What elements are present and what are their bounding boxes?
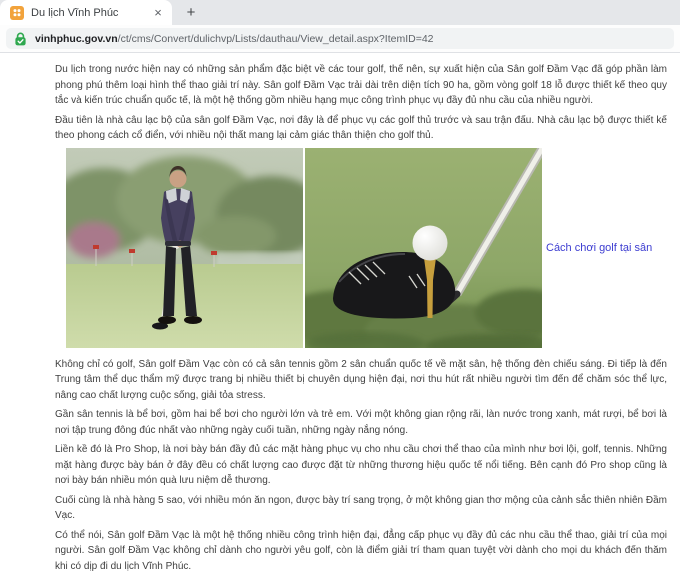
url-address-bar[interactable] — [6, 28, 674, 49]
paragraph-restaurant: Cuối cùng là nhà hàng 5 sao, với nhiều món ăn ngon, được bày trí sang trọng, ở một không gian thơ mộng của cảnh sắc thiên nhiên Đầm Vạc. — [55, 494, 667, 521]
paragraph-intro: Du lịch trong nước hiện nay có những sản phẩm đặc biệt về các tour golf, thế nên, sự xuất hiện của Sân golf Đầm Vạc đã góp phần làm phong phú thêm loại hình thể thao giải trí này. Sân golf Đầm Vạc trải dài trên diện tích 90 ha, gồm vòng golf 18 lỗ được thiết kế theo quy tắc và kiến trúc chuẩn quốc tế, là một hệ thống gồm nhiều hạng mục công trình phục vụ đầy đủ nhu cầu của nhiều người. — [55, 64, 667, 106]
golfer-photo — [66, 148, 303, 348]
paragraph-proshop: Liền kề đó là Pro Shop, là nơi bày bán đầy đủ các mặt hàng phục vụ cho nhu cầu chơi thể thao của mình như bơi lội, golf, tennis. Những mặt hàng được bày bán ở đây đều có chất lượng cao được đặt từ những thương hiệu quốc tế nổi tiếng. Bên cạnh đó Pro shop cũng là nơi bày bán nhiều món quà lưu niệm dễ thương. — [55, 444, 667, 486]
tab-strip — [0, 0, 680, 25]
driver-and-ball-photo — [305, 148, 542, 348]
how-to-play-golf-link[interactable]: Cách chơi golf tại sân — [546, 241, 653, 254]
new-tab-button[interactable]: + — [186, 4, 196, 21]
url-domain: vinhphuc.gov.vn — [35, 32, 118, 45]
browser-tab[interactable] — [0, 0, 172, 25]
article-body — [0, 53, 680, 574]
paragraph-tennis-gym: Không chỉ có golf, Sân golf Đầm Vạc còn có cả sân tennis gồm 2 sân chuẩn quốc tế về mặt sân, hệ thống đèn chiếu sáng. Đi tiếp là đến Trung tâm thể dục thẩm mỹ được trang bị nhiều thiết bị chuyên dụng hiện đại, nơi thu hút rất nhiều người tìm đến để chăm sóc thể lực, nâng cao chất lượng cuộc sống, giải tỏa stress. — [55, 358, 667, 401]
tab-close-icon[interactable]: × — [154, 4, 162, 20]
url-text — [35, 33, 434, 45]
url-path: /ct/cms/Convert/dulichvp/Lists/dauthau/View_detail.aspx?ItemID=42 — [117, 32, 434, 45]
secure-lock-icon — [14, 32, 27, 46]
article-images-row — [66, 148, 667, 348]
paragraph-pool: Gần sân tennis là bể bơi, gồm hai bể bơi cho người lớn và trẻ em. Với một không gian rộng rãi, làn nước trong xanh, mát rượi, bể bơi là nơi tập trung đông đúc nhất vào những ngày cuối tuần, những ngày nắng nóng. — [55, 409, 667, 436]
browser-toolbar — [0, 25, 680, 53]
site-favicon-icon — [10, 6, 24, 20]
paragraph-conclusion: Có thể nói, Sân golf Đầm Vạc là một hệ thống nhiều công trình hiện đại, đẳng cấp phục vụ đầy đủ các nhu cầu thể thao, giải trí của mọi người. Sân golf Đầm Vạc không chỉ dành cho người yêu golf, còn là điểm giải trí tham quan tuyệt vời dành cho mọi du khách đến thăm khi có dịp đi du lịch Vĩnh Phúc. — [55, 529, 667, 572]
paragraph-clubhouse: Đầu tiên là nhà câu lạc bộ của sân golf Đầm Vạc, nơi đây là để phục vụ các golf thủ trước và sau trận đấu. Nhà câu lạc bộ được thiết kế theo phong cách cổ điển, với nhiều nội thất mang lại cảm giác thân thiện cho golf thủ. — [55, 114, 667, 141]
tab-title: Du lịch Vĩnh Phúc — [31, 6, 119, 19]
